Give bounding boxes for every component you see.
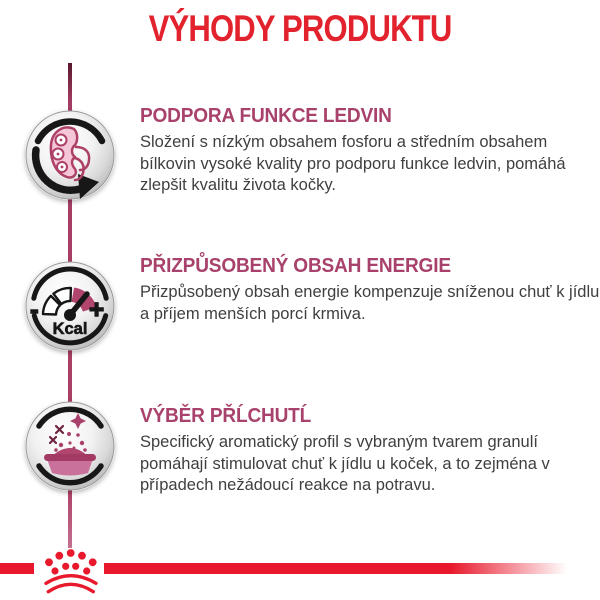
kcal-gauge-icon: [25, 261, 115, 351]
footer-bar-right: [104, 563, 572, 574]
benefit-row-flavour: [0, 403, 600, 513]
benefit-copy: [140, 253, 600, 325]
benefit-row-kidney: [0, 103, 600, 213]
benefit-body: Přizpůsobený obsah energie kompenzuje sníženou chuť k jídlu a příjem menších porcí krmiva.: [140, 283, 600, 323]
benefit-heading: PODPORA FUNKCE LEDVIN: [140, 104, 392, 127]
benefit-body: Složení s nízkým obsahem fosforu a středním obsahem bílkovin vysoké kvality pro podporu funkce ledvin, pomáhá zlepšit kvalitu života kočky.: [140, 133, 566, 194]
minus-glyph: -: [30, 294, 39, 324]
page-title: VÝHODY PRODUKTU: [148, 8, 452, 49]
benefit-row-energy: [0, 253, 600, 363]
footer-bar-left: [0, 563, 34, 574]
flavor-bowl-icon: [25, 401, 115, 491]
benefit-body: Specifický aromatický profil s vybraným tvarem granulí pomáhají stimulovat chuť k jídlu u koček, a to zejména v případech nežádoucí reakce na potravu.: [140, 433, 550, 494]
kcal-badge: [25, 261, 115, 351]
plus-glyph: +: [89, 294, 105, 324]
kidney-badge: [25, 110, 115, 200]
royal-canin-crown-logo: [36, 545, 105, 599]
flavour-badge: [25, 401, 115, 491]
benefit-copy: [140, 403, 600, 497]
benefit-heading: PŘIZPŮSOBENÝ OBSAH ENERGIE: [140, 254, 451, 277]
kcal-label: Kcal: [52, 320, 88, 338]
benefit-heading: VÝBĚR PŘĹCHUTĹ: [140, 404, 312, 427]
benefit-copy: [140, 103, 600, 197]
kidney-icon: [25, 110, 115, 200]
